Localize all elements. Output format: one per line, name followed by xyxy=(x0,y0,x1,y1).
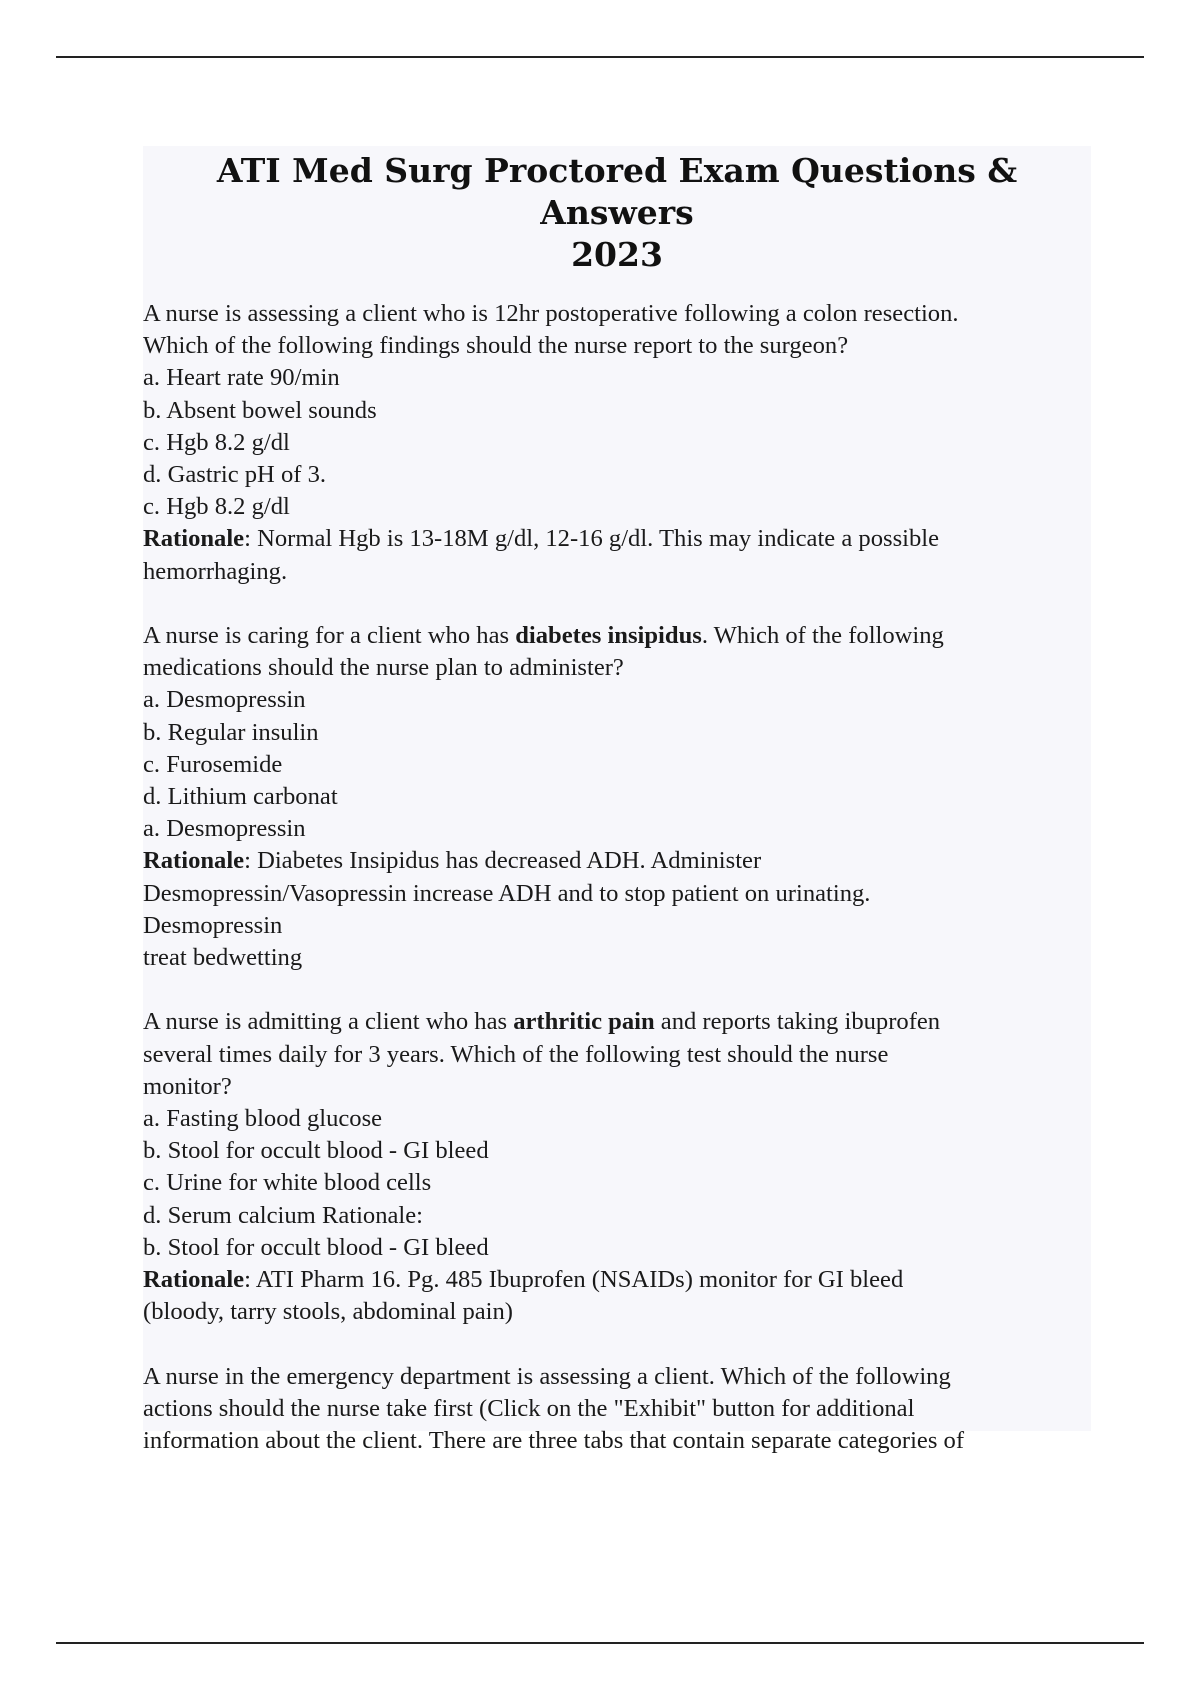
answer-option: d. Serum calcium Rationale: xyxy=(143,1201,424,1229)
question-stem-line: actions should the nurse take first (Click on the "Exhibit" button for additional xyxy=(143,1394,915,1422)
answer-option: a. Heart rate 90/min xyxy=(143,364,340,392)
rationale-label: Rationale xyxy=(143,847,245,875)
correct-answer: a. Desmopressin xyxy=(143,815,306,843)
bottom-rule xyxy=(56,1642,1144,1644)
question-stem-line: A nurse is admitting a client who has arthritic pain and reports taking ibuprofen xyxy=(143,1008,941,1036)
question-4 xyxy=(143,1361,1091,1458)
question-stem-line: several times daily for 3 years. Which of the following test should the nurse xyxy=(143,1040,889,1068)
question-stem-line: medications should the nurse plan to administer? xyxy=(143,654,624,682)
rationale-line: Desmopressin xyxy=(143,911,283,939)
rationale-line: Rationale: ATI Pharm 16. Pg. 485 Ibuprofen (NSAIDs) monitor for GI bleed xyxy=(143,1266,904,1294)
rationale-line: Rationale: Normal Hgb is 13-18M g/dl, 12-16 g/dl. This may indicate a possible xyxy=(143,525,940,553)
question-list xyxy=(143,298,1091,1457)
spacer xyxy=(143,974,1091,1006)
rationale-line: Desmopressin/Vasopressin increase ADH and to stop patient on urinating. xyxy=(143,879,871,907)
answer-option: a. Fasting blood glucose xyxy=(143,1105,383,1133)
spacer xyxy=(143,588,1091,620)
correct-answer: b. Stool for occult blood - GI bleed xyxy=(143,1233,489,1261)
question-2 xyxy=(143,620,1091,974)
answer-option: b. Stool for occult blood - GI bleed xyxy=(143,1137,489,1165)
question-stem-line: monitor? xyxy=(143,1072,232,1100)
rationale-label: Rationale xyxy=(143,525,245,553)
page-content xyxy=(143,146,1091,1455)
correct-answer: c. Hgb 8.2 g/dl xyxy=(143,493,290,521)
rationale-line: Rationale: Diabetes Insipidus has decreased ADH. Administer xyxy=(143,847,762,875)
top-rule xyxy=(56,56,1144,58)
question-3 xyxy=(143,1006,1091,1328)
rationale-line: hemorrhaging. xyxy=(143,557,288,585)
rationale-line: treat bedwetting xyxy=(143,944,303,972)
spacer xyxy=(143,1328,1091,1360)
question-stem-line: A nurse is caring for a client who has diabetes insipidus. Which of the following xyxy=(143,622,944,650)
answer-option: c. Furosemide xyxy=(143,750,283,778)
question-1 xyxy=(143,298,1091,588)
answer-option: c. Hgb 8.2 g/dl xyxy=(143,428,290,456)
answer-option: d. Lithium carbonat xyxy=(143,783,338,811)
answer-option: c. Urine for white blood cells xyxy=(143,1169,432,1197)
question-stem-line: Which of the following findings should the nurse report to the surgeon? xyxy=(143,332,849,360)
answer-option: b. Absent bowel sounds xyxy=(143,396,377,424)
question-stem-line: A nurse is assessing a client who is 12hr postoperative following a colon resection. xyxy=(143,300,959,327)
rationale-label: Rationale xyxy=(143,1266,245,1294)
question-stem-line: information about the client. There are three tabs that contain separate categories of xyxy=(143,1427,965,1455)
answer-option: a. Desmopressin xyxy=(143,686,306,714)
question-stem-line: A nurse in the emergency department is assessing a client. Which of the following xyxy=(143,1362,951,1390)
rationale-line: (bloody, tarry stools, abdominal pain) xyxy=(143,1298,513,1326)
document-title: ATI Med Surg Proctored Exam Questions & Answers 2023 xyxy=(216,151,1018,274)
key-term: diabetes insipidus xyxy=(515,622,702,650)
answer-option: b. Regular insulin xyxy=(143,718,319,746)
key-term: arthritic pain xyxy=(513,1008,655,1036)
answer-option: d. Gastric pH of 3. xyxy=(143,461,327,489)
